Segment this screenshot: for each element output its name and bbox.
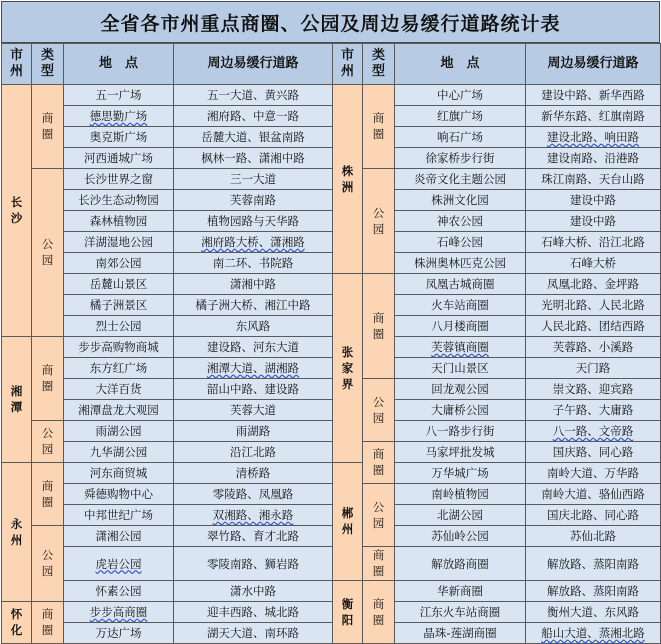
road-cell — [174, 148, 333, 169]
place-cell — [64, 337, 174, 358]
type-label: 公 园 — [41, 548, 54, 578]
place-cell — [64, 190, 174, 211]
place-label: 火车站商圈 — [431, 298, 489, 312]
road-cell — [174, 190, 333, 211]
place-label: 中邦世纪广场 — [84, 508, 153, 522]
table-row — [2, 421, 661, 442]
table-row — [2, 581, 661, 602]
road-label: 潇湘中路 — [230, 277, 276, 291]
type-label: 公 园 — [372, 394, 385, 425]
road-label: 石峰大桥、沿江北路 — [541, 235, 645, 249]
place-label: 炎帝文化主题公园 — [414, 172, 506, 186]
header-city-right: 市 州 — [333, 44, 363, 85]
type-cell-right — [363, 169, 395, 274]
road-cell — [174, 547, 333, 581]
road-label: 衡州大道、东风路 — [547, 605, 639, 619]
type-cell — [32, 169, 64, 337]
place-label: 德思勤广场 — [89, 109, 148, 123]
type-label: 商 圈 — [41, 478, 54, 509]
place-cell — [64, 442, 174, 463]
table-row — [2, 274, 661, 295]
place-label: 潇湘公园 — [95, 529, 142, 543]
place-label: 神农公园 — [437, 214, 483, 228]
road-label: 湘府路、中意一路 — [207, 109, 299, 123]
type-label: 商 圈 — [372, 111, 385, 141]
place-label: 湘潭盘龙大观园 — [78, 403, 159, 417]
road-cell — [174, 106, 333, 127]
type-label: 公 园 — [41, 426, 54, 456]
road-cell-right — [526, 379, 661, 400]
stats-table — [1, 43, 661, 644]
place-label: 万华城广场 — [431, 466, 489, 480]
road-label: 八一路、文帝路 — [552, 424, 634, 438]
road-label: 石峰大桥 — [570, 256, 616, 270]
road-label: 建设路、河东大道 — [207, 340, 299, 354]
place-cell-right — [395, 505, 526, 526]
place-label: 雨湖公园 — [95, 424, 142, 438]
road-label: 人民北路、团结西路 — [541, 319, 645, 333]
place-cell — [64, 169, 174, 190]
road-cell — [174, 623, 333, 644]
type-label: 商 圈 — [41, 363, 54, 393]
place-cell-right — [395, 547, 526, 581]
road-label: 芙蓉南路 — [230, 193, 276, 207]
road-cell — [174, 581, 333, 602]
place-label: 长沙世界之窗 — [84, 172, 153, 186]
road-cell — [174, 337, 333, 358]
place-cell — [64, 274, 174, 295]
place-cell — [64, 581, 174, 602]
road-label: 迎丰西路、城北路 — [207, 605, 299, 619]
place-cell — [64, 232, 174, 253]
road-label: 天门路 — [575, 361, 611, 375]
road-label: 南岭大道、骆仙西路 — [541, 487, 645, 501]
city-label: 衡 阳 — [341, 596, 354, 627]
place-label: 南郊公园 — [95, 256, 142, 270]
type-label: 商 圈 — [372, 310, 385, 341]
place-cell-right — [395, 602, 526, 623]
road-label: 凤凰北路、金坪路 — [547, 277, 639, 291]
header-road: 周边易缓行道路 — [174, 44, 333, 85]
road-label: 新华东路、红旗南路 — [541, 109, 645, 123]
type-cell-right — [363, 379, 395, 442]
place-label: 森林植物园 — [89, 214, 148, 228]
road-label: 湖天大道、南环路 — [207, 626, 299, 640]
road-label: 五一大道、黄兴路 — [207, 88, 299, 102]
type-cell-right — [363, 484, 395, 547]
table-row — [2, 211, 661, 232]
header-type-right: 类 型 — [363, 44, 395, 85]
road-cell — [174, 232, 333, 253]
place-label: 河西通城广场 — [84, 151, 153, 165]
road-cell-right — [526, 547, 661, 581]
road-label: 韶山中路、建设路 — [207, 382, 299, 396]
road-label: 解放路、蒸阳南路 — [547, 556, 639, 571]
place-cell — [64, 602, 174, 623]
type-cell-right — [363, 274, 395, 379]
table-body — [2, 85, 661, 644]
place-cell-right — [395, 400, 526, 421]
road-label: 南岭大道、万华路 — [547, 466, 639, 480]
road-cell — [174, 602, 333, 623]
table-row — [2, 127, 661, 148]
road-cell-right — [526, 148, 661, 169]
road-cell-right — [526, 400, 661, 421]
table-row — [2, 316, 661, 337]
table-row — [2, 484, 661, 505]
road-cell — [174, 316, 333, 337]
road-label: 双湘路、湘永路 — [212, 508, 294, 522]
place-label: 石峰公园 — [437, 235, 483, 249]
place-cell-right — [395, 581, 526, 602]
header-road-right: 周边易缓行道路 — [526, 44, 661, 85]
place-cell — [64, 463, 174, 484]
place-cell — [64, 400, 174, 421]
road-label: 芙蓉大道 — [230, 403, 276, 417]
road-cell-right — [526, 602, 661, 623]
city-cell-right — [333, 463, 363, 581]
road-cell-right — [526, 463, 661, 484]
road-cell-right — [526, 232, 661, 253]
place-label: 九华湖公园 — [89, 445, 148, 459]
city-cell-right — [333, 581, 363, 644]
place-label: 万达广场 — [95, 626, 142, 640]
place-label: 株洲文化园 — [431, 193, 489, 207]
place-label: 怀素公园 — [95, 584, 142, 598]
type-cell — [32, 421, 64, 463]
road-cell-right — [526, 169, 661, 190]
road-cell-right — [526, 274, 661, 295]
table-row — [2, 442, 661, 463]
road-label: 光明北路、人民北路 — [541, 298, 645, 312]
road-label: 建设中路 — [570, 214, 616, 228]
road-cell-right — [526, 85, 661, 106]
place-label: 解放路商圈 — [431, 556, 489, 571]
road-cell — [174, 85, 333, 106]
place-label: 虎岩公园 — [95, 556, 142, 571]
type-cell — [32, 463, 64, 526]
place-label: 江东火车站商圈 — [419, 605, 501, 619]
place-cell-right — [395, 106, 526, 127]
table-row — [2, 295, 661, 316]
place-cell-right — [395, 274, 526, 295]
type-cell-right — [363, 581, 395, 644]
place-cell — [64, 295, 174, 316]
place-cell — [64, 379, 174, 400]
road-cell-right — [526, 127, 661, 148]
place-cell-right — [395, 253, 526, 274]
place-cell — [64, 547, 174, 581]
type-cell — [32, 85, 64, 169]
road-cell-right — [526, 484, 661, 505]
road-label: 湘潭大道、湖湘路 — [207, 361, 299, 375]
type-label: 公 园 — [41, 237, 54, 267]
place-label: 回龙观公园 — [431, 382, 489, 396]
road-cell — [174, 295, 333, 316]
place-label: 步步高商圈 — [89, 605, 148, 619]
city-label: 怀 化 — [10, 607, 23, 637]
place-label: 大庸桥公园 — [431, 403, 489, 417]
table-row — [2, 505, 661, 526]
header-type: 类 型 — [32, 44, 64, 85]
place-label: 天门山景区 — [431, 361, 489, 375]
place-cell-right — [395, 623, 526, 644]
place-cell — [64, 358, 174, 379]
road-cell — [174, 127, 333, 148]
road-label: 芙蓉路、小溪路 — [552, 340, 634, 354]
road-cell — [174, 379, 333, 400]
city-label: 张 家 界 — [341, 344, 354, 391]
type-cell-right — [363, 85, 395, 169]
road-label: 国庆路、同心路 — [552, 445, 634, 459]
road-label: 枫林一路、潇湘中路 — [201, 151, 305, 165]
table-row — [2, 106, 661, 127]
road-label: 珠江南路、天台山路 — [541, 172, 645, 186]
type-cell-right — [363, 442, 395, 484]
road-label: 船山大道、蒸湘北路 — [541, 626, 645, 640]
place-cell — [64, 148, 174, 169]
place-cell-right — [395, 442, 526, 463]
road-label: 解放路、蒸阳南路 — [547, 584, 639, 598]
place-cell-right — [395, 337, 526, 358]
road-cell — [174, 484, 333, 505]
road-cell-right — [526, 211, 661, 232]
place-label: 凤凰古城商圈 — [425, 277, 495, 291]
city-label: 湘 潭 — [10, 384, 23, 414]
city-cell — [2, 85, 32, 337]
type-label: 公 园 — [372, 499, 385, 530]
city-cell — [2, 602, 32, 644]
place-cell-right — [395, 190, 526, 211]
place-label: 橘子洲景区 — [89, 298, 148, 312]
place-cell — [64, 526, 174, 547]
table-row — [2, 526, 661, 547]
type-cell — [32, 337, 64, 421]
type-label: 商 圈 — [372, 596, 385, 627]
place-cell-right — [395, 211, 526, 232]
road-cell-right — [526, 526, 661, 547]
road-cell-right — [526, 106, 661, 127]
road-label: 湘府路大桥、潇湘路 — [201, 235, 305, 249]
road-cell — [174, 463, 333, 484]
page-title: 全省各市州重点商圈、公园及周边易缓行道路统计表 — [1, 1, 660, 43]
road-cell — [174, 442, 333, 463]
road-label: 国庆北路、同心路 — [547, 508, 639, 522]
table-row — [2, 547, 661, 581]
road-cell — [174, 505, 333, 526]
place-cell — [64, 106, 174, 127]
place-label: 大洋百货 — [95, 382, 142, 396]
road-cell-right — [526, 337, 661, 358]
road-cell-right — [526, 581, 661, 602]
type-label: 商 圈 — [41, 111, 54, 141]
road-label: 三一大道 — [230, 172, 276, 186]
place-cell-right — [395, 85, 526, 106]
table-row — [2, 190, 661, 211]
city-label: 郴 州 — [341, 506, 354, 536]
place-cell — [64, 253, 174, 274]
place-label: 株洲奥林匹克公园 — [414, 256, 506, 270]
place-label: 奥克斯广场 — [89, 130, 148, 144]
place-cell-right — [395, 463, 526, 484]
place-label: 五一广场 — [95, 88, 142, 102]
road-cell-right — [526, 190, 661, 211]
table-row — [2, 623, 661, 644]
road-label: 潇水中路 — [230, 584, 276, 598]
place-label: 东方红广场 — [89, 361, 148, 375]
place-cell — [64, 127, 174, 148]
road-cell — [174, 358, 333, 379]
road-cell — [174, 169, 333, 190]
place-label: 岳麓山景区 — [89, 277, 148, 291]
road-label: 建设北路、响田路 — [547, 130, 639, 144]
road-label: 植物园路与天华路 — [207, 214, 299, 228]
type-label: 公 园 — [372, 205, 385, 236]
road-label: 南二环、书院路 — [212, 256, 294, 270]
city-label: 长 沙 — [10, 195, 23, 225]
table-row — [2, 253, 661, 274]
road-cell — [174, 400, 333, 421]
place-cell — [64, 316, 174, 337]
place-cell — [64, 211, 174, 232]
place-cell-right — [395, 169, 526, 190]
place-label: 舜德购物中心 — [84, 487, 153, 501]
road-label: 岳麓大道、银盆南路 — [201, 130, 305, 144]
road-cell — [174, 274, 333, 295]
place-label: 苏仙岭公园 — [431, 529, 489, 543]
place-cell-right — [395, 421, 526, 442]
city-cell-right — [333, 85, 363, 274]
road-label: 沿江北路 — [230, 445, 276, 459]
road-cell — [174, 421, 333, 442]
header-row — [2, 44, 661, 85]
place-label: 河东商贸城 — [89, 466, 148, 480]
table-row — [2, 358, 661, 379]
header-place: 地 点 — [64, 44, 174, 85]
road-label: 橘子洲大桥、湘江中路 — [195, 298, 311, 312]
place-label: 芙蓉镇商圈 — [431, 340, 489, 354]
place-cell-right — [395, 316, 526, 337]
city-cell-right — [333, 274, 363, 463]
city-label: 株 洲 — [341, 163, 354, 194]
place-label: 南岭植物园 — [431, 487, 489, 501]
table-row — [2, 232, 661, 253]
place-cell — [64, 484, 174, 505]
header-city: 市 州 — [2, 44, 32, 85]
table-row — [2, 463, 661, 484]
road-cell-right — [526, 253, 661, 274]
place-label: 晶珠-莲湖商圈 — [423, 626, 497, 640]
road-label: 建设南路、沿港路 — [547, 151, 639, 165]
place-cell-right — [395, 379, 526, 400]
table-row — [2, 337, 661, 358]
road-label: 子午路、大庸路 — [552, 403, 634, 417]
place-cell — [64, 421, 174, 442]
place-label: 响石广场 — [437, 130, 483, 144]
road-label: 建设中路、新华西路 — [541, 88, 645, 102]
road-label: 雨湖路 — [235, 424, 271, 438]
place-cell-right — [395, 232, 526, 253]
type-label: 商 圈 — [372, 548, 385, 578]
road-cell — [174, 253, 333, 274]
road-label: 崇文路、迎宾路 — [552, 382, 634, 396]
city-cell — [2, 463, 32, 602]
place-label: 红旗广场 — [437, 109, 483, 123]
table-row — [2, 602, 661, 623]
place-label: 马家坪批发城 — [425, 445, 495, 459]
road-cell-right — [526, 358, 661, 379]
type-cell-right — [363, 547, 395, 581]
place-cell-right — [395, 358, 526, 379]
place-label: 华新商圈 — [437, 584, 483, 598]
table-row — [2, 169, 661, 190]
road-label: 零陵路、凤凰路 — [212, 487, 294, 501]
place-cell-right — [395, 484, 526, 505]
type-cell — [32, 526, 64, 602]
place-cell-right — [395, 295, 526, 316]
road-cell-right — [526, 505, 661, 526]
place-label: 洋湖湿地公园 — [84, 235, 153, 249]
place-label: 烈士公园 — [95, 319, 142, 333]
header-place-right: 地 点 — [395, 44, 526, 85]
road-cell-right — [526, 442, 661, 463]
place-label: 步步高购物商城 — [78, 340, 159, 354]
road-label: 零陵南路、狮岩路 — [207, 556, 299, 571]
type-cell — [32, 602, 64, 644]
road-label: 东风路 — [235, 319, 271, 333]
city-cell — [2, 337, 32, 463]
place-cell-right — [395, 148, 526, 169]
type-label: 商 圈 — [41, 607, 54, 637]
city-label: 永 州 — [10, 516, 23, 547]
table-row — [2, 85, 661, 106]
place-label: 长沙生态动物园 — [78, 193, 159, 207]
road-cell-right — [526, 421, 661, 442]
place-label: 八一路步行街 — [425, 424, 495, 438]
road-cell-right — [526, 316, 661, 337]
place-label: 北湖公园 — [437, 508, 483, 522]
type-label: 商 圈 — [372, 447, 385, 477]
place-label: 八月楼商圈 — [431, 319, 489, 333]
place-cell — [64, 85, 174, 106]
place-cell — [64, 505, 174, 526]
place-cell — [64, 623, 174, 644]
place-cell-right — [395, 526, 526, 547]
table-row — [2, 148, 661, 169]
place-label: 中心广场 — [437, 88, 483, 102]
table-row — [2, 379, 661, 400]
road-cell — [174, 211, 333, 232]
road-cell — [174, 526, 333, 547]
road-cell-right — [526, 295, 661, 316]
road-cell-right — [526, 623, 661, 644]
table-row — [2, 400, 661, 421]
road-label: 建设中路 — [570, 193, 616, 207]
road-label: 翠竹路、育才北路 — [207, 529, 299, 543]
road-label: 清桥路 — [235, 466, 271, 480]
place-cell-right — [395, 127, 526, 148]
road-label: 苏仙北路 — [570, 529, 616, 543]
place-label: 徐家桥步行街 — [425, 151, 495, 165]
